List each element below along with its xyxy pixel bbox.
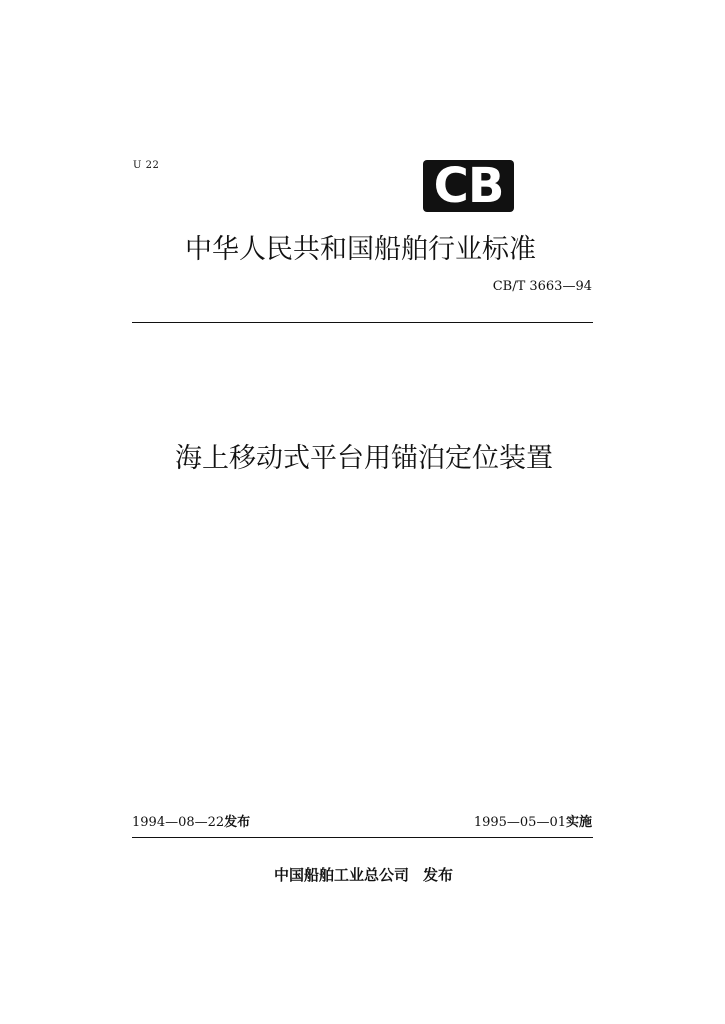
issue-label: 发布: [224, 815, 251, 830]
industry-standard-title: 中华人民共和国船舶行业标准: [185, 234, 536, 265]
publisher-name: 中国船舶工业总公司: [274, 866, 410, 884]
implementation-label: 实施: [565, 815, 592, 830]
implementation-date-line: [474, 811, 592, 830]
publisher-action: 发布: [423, 866, 454, 884]
document-title: 海上移动式平台用锚泊定位装置: [175, 443, 553, 474]
top-divider: [132, 322, 593, 323]
issue-date-line: [132, 811, 250, 830]
classification-code: U 22: [133, 160, 160, 171]
implementation-date: 1995—05—01: [473, 815, 566, 830]
bottom-divider: [132, 837, 593, 838]
cb-logo: CB: [423, 160, 514, 212]
publisher-line: [274, 864, 453, 885]
issue-date: 1994—08—22: [132, 815, 225, 830]
standard-number: CB/T 3663—94: [492, 279, 592, 294]
